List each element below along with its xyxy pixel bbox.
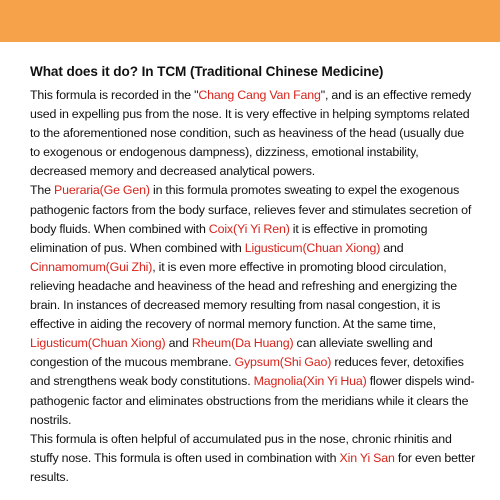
top-banner — [0, 0, 500, 42]
paragraph-ingredients — [30, 181, 476, 429]
paragraph-origin — [30, 86, 476, 181]
paragraph-text: , it is even more effective in promoting blood circulation, relieving headache and heaviness of the head and refreshing and energizing the brain. In instances of decreased memory resulting from nasal congestion, it is effective in aiding the recovery of normal memory function. At the same time, — [30, 259, 457, 332]
paragraph-text: and — [380, 240, 404, 255]
herb-name: Cinnamomum(Gui Zhi) — [30, 259, 153, 274]
paragraph-text: in this formula promotes sweating to expel the exogenous pathogenic factors from the body surface, relieves fever and stimulates secretion of body fluids. When combined with — [30, 183, 472, 236]
paragraph-text: ", and is an effective remedy used in expelling pus from the nose. It is very effective in helping symptoms related to the aforementioned nose condition, such as heaviness of the head (usually due to exogenous or endogenous dampness), dizziness, emotional instability, decreased memory and decreased analytical powers. — [30, 88, 472, 179]
paragraph-text: it is effective in promoting elimination of pus. When combined with — [30, 221, 428, 255]
source-text-name: Chang Cang Van Fang — [198, 88, 321, 102]
herb-name: Magnolia(Xin Yi Hua) — [253, 374, 367, 389]
herb-name: Gypsum(Shi Gao) — [234, 355, 332, 370]
formula-name: Xin Yi San — [339, 450, 395, 465]
paragraph-text: and — [165, 336, 192, 351]
paragraph-usage — [30, 430, 476, 487]
paragraph-text: This formula is often helpful of accumulated pus in the nose, chronic rhinitis and stuffy nose. This formula is often used in combination with — [30, 431, 452, 465]
paragraph-text: flower dispels wind-pathogenic factor and eliminates obstructions from the meridians while it clears the nostrils. — [30, 374, 475, 427]
herb-name: Ligusticum(Chuan Xiong) — [30, 336, 166, 351]
content-block — [30, 62, 476, 487]
paragraph-text: The — [30, 183, 54, 198]
paragraph-text: reduces fever, detoxifies and strengthens weak body constitutions. — [30, 355, 464, 389]
paragraph-text: for even better results. — [30, 450, 476, 484]
herb-name: Coix(Yi Yi Ren) — [208, 221, 290, 236]
herb-name: Ligusticum(Chuan Xiong) — [244, 240, 381, 255]
paragraph-text: This formula is recorded in the " — [30, 88, 199, 102]
herb-name: Rheum(Da Huang) — [191, 336, 294, 351]
paragraph-text: can alleviate swelling and congestion of the mucous membrane. — [30, 336, 433, 370]
section-heading: What does it do? In TCM (Traditional Chinese Medicine) — [30, 64, 384, 79]
herb-name: Pueraria(Ge Gen) — [54, 183, 150, 198]
